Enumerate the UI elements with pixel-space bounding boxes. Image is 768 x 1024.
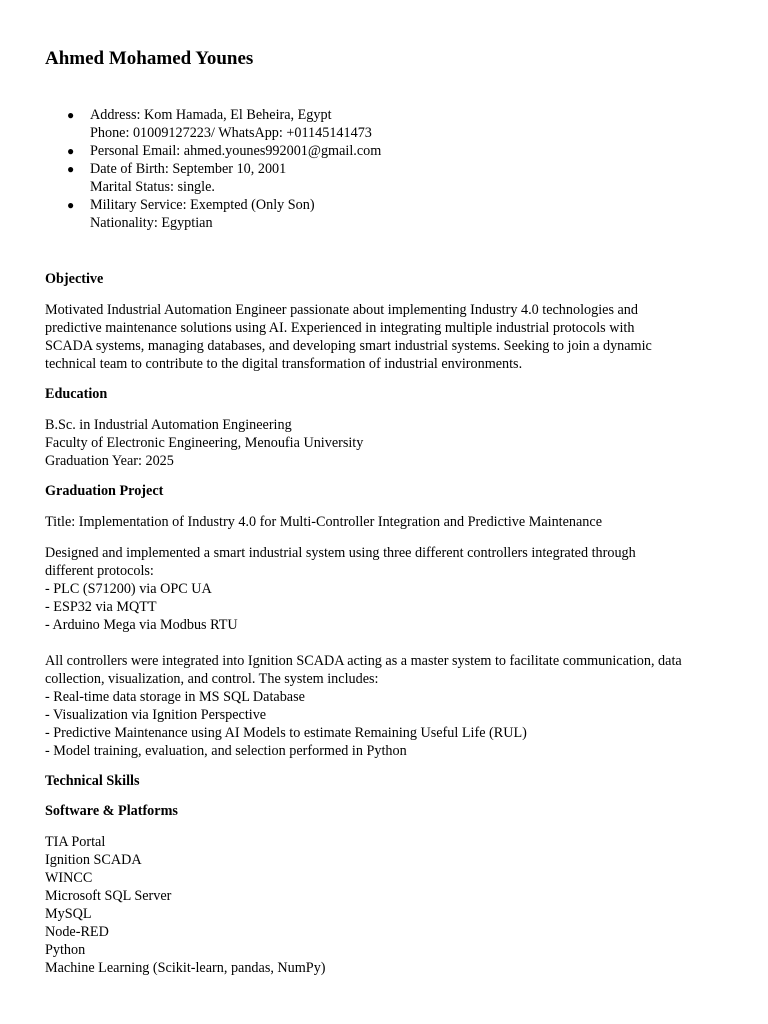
subsection-heading: Software & Platforms — [45, 803, 178, 819]
text-line: predictive maintenance solutions using AI. Experienced in integrating multiple industrial protocols with — [45, 320, 635, 336]
project-system — [45, 652, 745, 760]
education-section — [45, 385, 745, 403]
list-item: WINCC — [45, 870, 93, 886]
bullet-icon: ● — [67, 144, 75, 158]
section-heading: Technical Skills — [45, 773, 140, 789]
bullet-icon: ● — [67, 198, 75, 212]
list-item — [45, 196, 381, 232]
list-item: Machine Learning (Scikit-learn, pandas, NumPy) — [45, 960, 326, 976]
project-title — [45, 513, 745, 531]
text-line: Motivated Industrial Automation Engineer passionate about implementing Industry 4.0 technologies and — [45, 302, 638, 318]
project-section — [45, 482, 745, 500]
objective-text — [45, 301, 745, 373]
section-heading: Education — [45, 386, 108, 402]
text-line: Title: Implementation of Industry 4.0 for Multi-Controller Integration and Predictive Maintenance — [45, 514, 602, 530]
list-item: Python — [45, 942, 86, 958]
skills-subsection — [45, 802, 745, 820]
text-line: - Predictive Maintenance using AI Models to estimate Remaining Useful Life (RUL) — [45, 725, 527, 741]
text-line: Faculty of Electronic Engineering, Menoufia University — [45, 435, 364, 451]
list-item: Node-RED — [45, 924, 109, 940]
contact-line: Phone: 01009127223/ WhatsApp: +01145141473 — [90, 125, 372, 141]
section-heading: Objective — [45, 271, 104, 287]
contact-line: Date of Birth: September 10, 2001 — [90, 161, 287, 177]
contact-line: Military Service: Exempted (Only Son) — [90, 197, 315, 213]
list-item — [45, 160, 381, 196]
education-text — [45, 416, 745, 470]
text-line: Designed and implemented a smart industrial system using three different controllers integrated through — [45, 545, 636, 561]
objective-section — [45, 270, 745, 288]
contact-list — [45, 106, 381, 232]
skills-list — [45, 833, 745, 977]
text-line: Graduation Year: 2025 — [45, 453, 174, 469]
text-line: All controllers were integrated into Ignition SCADA acting as a master system to facilitate communication, data — [45, 653, 682, 669]
text-line: B.Sc. in Industrial Automation Engineering — [45, 417, 292, 433]
list-item: Ignition SCADA — [45, 852, 142, 868]
text-line: - Model training, evaluation, and selection performed in Python — [45, 743, 407, 759]
project-description — [45, 544, 745, 634]
bullet-icon: ● — [67, 108, 75, 122]
list-item: Microsoft SQL Server — [45, 888, 172, 904]
contact-line: Nationality: Egyptian — [90, 215, 213, 231]
text-line: - Visualization via Ignition Perspective — [45, 707, 267, 723]
contact-line: Address: Kom Hamada, El Beheira, Egypt — [90, 107, 332, 123]
skills-section — [45, 772, 745, 790]
section-heading: Graduation Project — [45, 483, 164, 499]
page-title: Ahmed Mohamed Younes — [45, 48, 254, 69]
list-item: TIA Portal — [45, 834, 106, 850]
bullet-icon: ● — [67, 162, 75, 176]
text-line: - PLC (S71200) via OPC UA — [45, 581, 212, 597]
text-line: collection, visualization, and control. The system includes: — [45, 671, 379, 687]
text-line: technical team to contribute to the digital transformation of industrial environments. — [45, 356, 523, 372]
list-item — [45, 142, 381, 160]
text-line: - Arduino Mega via Modbus RTU — [45, 617, 238, 633]
text-line: - Real-time data storage in MS SQL Database — [45, 689, 305, 705]
text-line: SCADA systems, managing databases, and developing smart industrial systems. Seeking to join a dynamic — [45, 338, 652, 354]
text-line: - ESP32 via MQTT — [45, 599, 157, 615]
list-item: MySQL — [45, 906, 92, 922]
text-line: different protocols: — [45, 563, 154, 579]
list-item — [45, 106, 381, 142]
contact-line: Personal Email: ahmed.younes992001@gmail.com — [90, 143, 382, 159]
contact-line: Marital Status: single. — [90, 179, 215, 195]
